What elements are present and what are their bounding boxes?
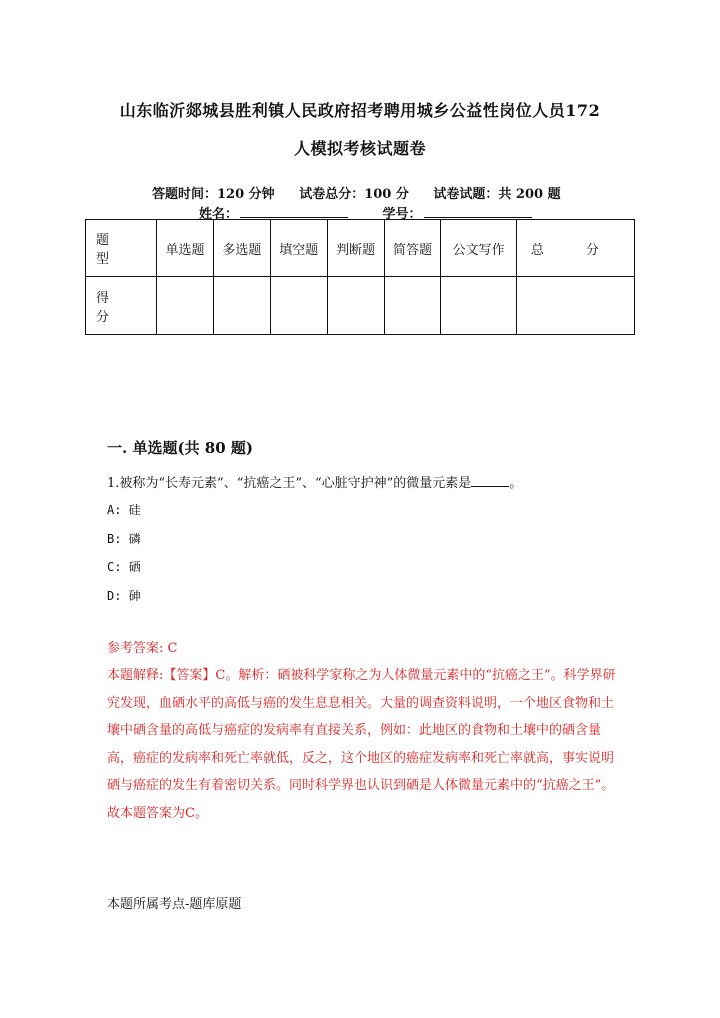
exam-total-score: 试卷总分：100 分 <box>299 187 409 202</box>
answer-blank <box>471 475 509 487</box>
name-blank[interactable] <box>240 205 348 218</box>
question-source: 本题所属考点-题库原题 <box>107 897 242 912</box>
section-title: 一. 单选题(共 80 题) <box>107 439 253 457</box>
id-blank[interactable] <box>424 205 532 218</box>
name-label: 姓名： <box>199 207 239 222</box>
row-label-type: 题型 <box>86 220 157 277</box>
reference-answer: 参考答案: C <box>107 641 178 656</box>
question-text <box>107 472 522 491</box>
header-short-answer: 简答题 <box>384 220 441 277</box>
score-cell[interactable] <box>516 277 634 335</box>
score-cell[interactable] <box>384 277 441 335</box>
score-cell[interactable] <box>441 277 516 335</box>
exam-time: 答题时间：120 分钟 <box>152 187 275 202</box>
question-end: 。 <box>509 476 523 491</box>
score-cell[interactable] <box>213 277 270 335</box>
exam-question-count: 试卷试题：共 200 题 <box>433 187 561 202</box>
option-b[interactable]: B: 磷 <box>107 532 141 546</box>
answer-explanation: 本题解释:【答案】C。解析：硒被科学家称之为人体微量元素中的“抗癌之王”。科学界研究发现，血硒水平的高低与癌的发生息息相关。大量的调查资料说明，一个地区食物和土壤中硒含量的高低与癌症的发病率有直接关系，例如：此地区的食物和土壤中的硒含量高，癌症的发病率和死亡率就低，反之，这个地区的癌症发病率和死亡率就高，事实说明硒与癌症的发生有着密切关系。同时科学界也认识到硒是人体微量元素中的“抗癌之王”。故本题答案为C。 <box>107 668 616 821</box>
score-table <box>85 219 635 335</box>
option-c[interactable]: C: 硒 <box>107 560 141 574</box>
score-table-header-row <box>86 220 635 277</box>
document-title-line2: 人模拟考核试题卷 <box>293 139 426 158</box>
id-label: 学号： <box>382 207 422 222</box>
header-fill-blank: 填空题 <box>270 220 327 277</box>
header-multiple-choice: 多选题 <box>213 220 270 277</box>
document-title-line1: 山东临沂郯城县胜利镇人民政府招考聘用城乡公益性岗位人员172 <box>119 101 601 120</box>
header-true-false: 判断题 <box>327 220 384 277</box>
total-char-b: 分 <box>585 242 599 258</box>
score-cell[interactable] <box>327 277 384 335</box>
score-table-score-row <box>86 277 635 335</box>
option-a[interactable]: A: 硅 <box>107 503 141 517</box>
score-cell[interactable] <box>270 277 327 335</box>
header-official-writing: 公文写作 <box>441 220 516 277</box>
header-single-choice: 单选题 <box>157 220 214 277</box>
total-char-a: 总 <box>530 242 544 258</box>
question-stem: 1.被称为“长寿元素”、“抗癌之王”、“心脏守护神”的微量元素是 <box>107 476 472 491</box>
header-total <box>516 220 634 277</box>
exam-meta <box>152 183 581 202</box>
option-d[interactable]: D: 砷 <box>107 589 141 603</box>
row-label-score: 得分 <box>86 277 157 335</box>
score-cell[interactable] <box>157 277 214 335</box>
